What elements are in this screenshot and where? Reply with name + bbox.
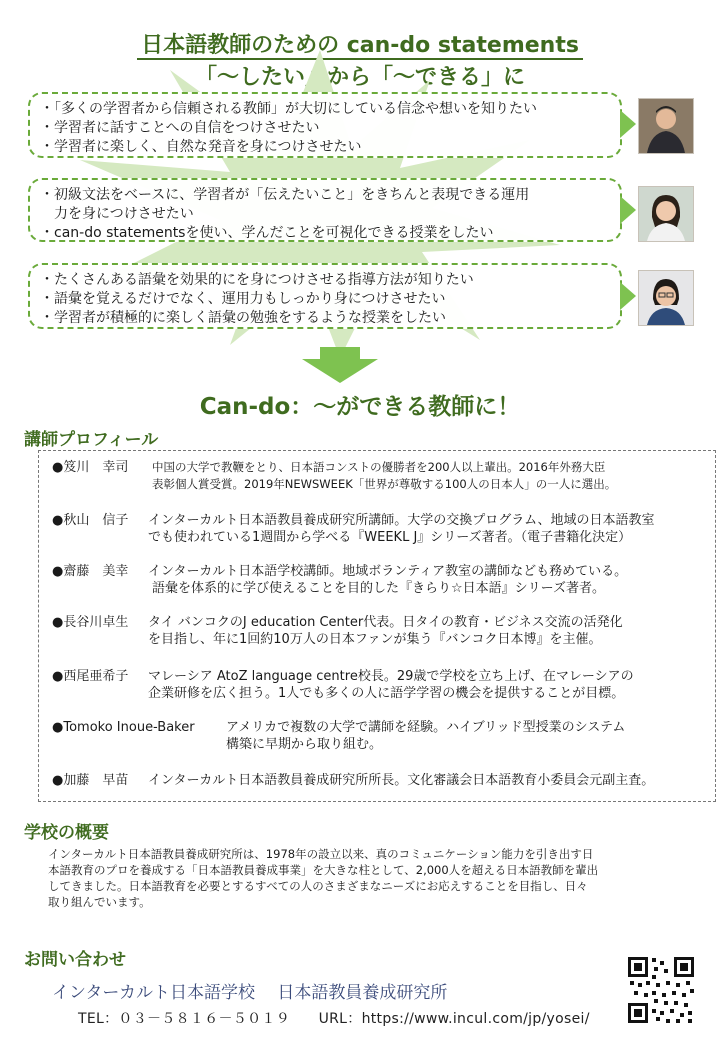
profile-desc-line: を目指し、年に1回約10万人の日本ファンが集う『バンコク日本博』を主催。 (148, 632, 602, 647)
wish-line: ・can-do statementsを使い、学んだことを可視化できる授業をしたい (40, 225, 494, 241)
profile-desc (152, 459, 616, 493)
contact-organization: インターカルト日本語学校 日本語教員養成研究所 (52, 983, 448, 1003)
title-line2: 「～したい」から「～できる」に (194, 65, 525, 90)
wish-line: ・「多くの学習者から信頼される教師」が大切にしている信念や想いを知りたい (40, 101, 537, 117)
profile-desc-line: 企業研修を広く担う。1人でも多くの人に語学学習の機会を提供することが目標。 (148, 686, 625, 701)
contact-title: お問い合わせ (24, 950, 126, 970)
profile-desc-line: 構築に早期から取り組む。 (226, 737, 383, 752)
profile-name: ●齋藤 美幸 (52, 564, 129, 579)
profile-name: ●Tomoko Inoue-Baker (52, 720, 195, 735)
profile-name: ●長谷川卓生 (52, 615, 129, 630)
wish-box-1 (28, 92, 622, 158)
cando-banner: Can-do：～ができる教師に！ (199, 394, 521, 420)
wish-line: ・語彙を覚えるだけでなく、運用力もしっかり身につけさせたい (40, 291, 446, 307)
wish-line: ・学習者に話すことへの自信をつけさせたい (40, 120, 320, 136)
wish-line: ・初級文法をベースに、学習者が「伝えたいこと」をきちんと表現できる運用 (40, 187, 530, 203)
arrow-right-icon (620, 110, 636, 138)
profile-name: ●西尾亜希子 (52, 669, 129, 684)
profile-desc-line: 中国の大学で教鞭をとり、日本語コンストの優勝者を200人以上輩出。2016年外務大臣 (152, 460, 606, 474)
profile-name: ●秋山 信子 (52, 513, 129, 528)
wish-box-2 (28, 178, 622, 242)
profile-desc (148, 563, 627, 597)
instructor-photo-2 (638, 186, 694, 242)
wish-line: ・学習者に楽しく、自然な発音を身につけさせたい (40, 139, 362, 155)
contact-tel-url[interactable]: TEL：０３－５８１６－５０１９ URL：https://www.incul.com/jp/yosei/ (78, 1011, 590, 1027)
school-line: インターカルト日本語教員養成研究所は、1978年の設立以来、真のコミュニケーション能力を引き出す日 (48, 847, 594, 861)
profile-desc (148, 772, 654, 789)
school-line: 本語教育のプロを養成する「日本語教員養成事業」を大きな柱として、2,000人を超える日本語教師を輩出 (48, 863, 599, 877)
school-line: 取り組んでいます。 (48, 895, 151, 909)
qr-code-icon[interactable] (626, 955, 696, 1025)
school-title: 学校の概要 (24, 823, 109, 843)
profile-name: ●加藤 早苗 (52, 773, 129, 788)
profile-desc-line: アメリカで複数の大学で講師を経験。ハイブリッド型授業のシステム (226, 720, 626, 735)
wish-line: 力を身につけさせたい (40, 206, 194, 222)
instructor-photo-1 (638, 98, 694, 154)
profile-desc-line: インターカルト日本語教員養成研究所講師。大学の交換プログラム、地域の日本語教室 (148, 513, 655, 528)
profile-desc-line: インターカルト日本語学校講師。地域ボランティア教室の講師なども務めている。 (148, 564, 628, 579)
arrow-right-icon (620, 196, 636, 224)
profile-desc (148, 614, 623, 648)
down-arrow-icon (300, 347, 380, 383)
school-line: してきました。日本語教育を必要とするすべての人のさまざまなニーズにお応えすることを目指し、日々 (48, 879, 588, 893)
profile-desc (148, 512, 654, 546)
instructor-photo-3 (638, 270, 694, 326)
profile-desc (226, 719, 625, 753)
profile-desc-line: タイ バンコクのJ education Center代表。日タイの教育・ビジネス交流の活発化 (148, 615, 623, 630)
profile-desc-line: インターカルト日本語教員養成研究所所長。文化審議会日本語教育小委員会元副主査。 (148, 773, 655, 788)
school-description (48, 846, 688, 910)
wish-box-3 (28, 263, 622, 329)
wish-line: ・たくさんある語彙を効果的にを身につけさせる指導方法が知りたい (40, 272, 474, 288)
profile-desc-line: 表彰個人賞受賞。2019年NEWSWEEK「世界が尊敬する100人の日本人」の一人に選出。 (152, 477, 617, 491)
profile-desc-line: マレーシア AtoZ language centre校長。29歳で学校を立ち上げ、在マレーシアの (148, 669, 634, 684)
profile-title: 講師プロフィール (24, 430, 159, 450)
title-line1: 日本語教師のための can-do statements (0, 28, 720, 59)
profile-name: ●笈川 幸司 (52, 460, 129, 475)
profile-desc-line: 語彙を体系的に学び使えることを目的した『きらり☆日本語』シリーズ著者。 (152, 581, 606, 596)
profile-desc (148, 668, 634, 702)
wish-line: ・学習者が積極的に楽しく語彙の勉強をするような授業をしたい (40, 310, 446, 326)
profile-desc-line: でも使われている1週間から学べる『WEEKL J』シリーズ著者。（電子書籍化決定） (148, 530, 632, 545)
arrow-right-icon (620, 282, 636, 310)
